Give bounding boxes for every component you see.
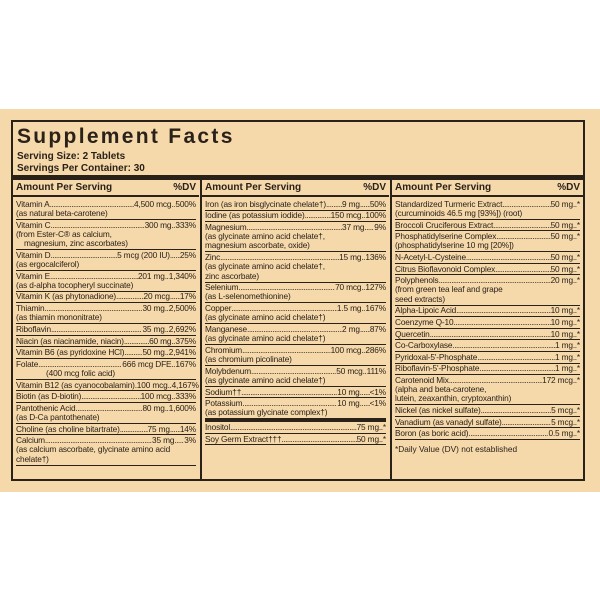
nutrient-line	[395, 253, 580, 262]
nutrient-row	[16, 347, 196, 359]
nutrient-dv: 100%	[365, 210, 386, 221]
nutrient-amount: 201 mg	[137, 270, 165, 281]
nutrient-row	[205, 199, 386, 211]
nutrient-row	[205, 283, 386, 304]
nutrient-amount: 666 mcg DFE	[122, 358, 172, 369]
dv-header: %DV	[557, 182, 580, 193]
dot-leader	[493, 221, 550, 230]
nutrient-name: Boron (as boric acid)	[395, 428, 469, 439]
panel-title: Supplement Facts	[17, 125, 235, 148]
nutrient-source-note: (from green tea leaf and grape	[395, 284, 503, 295]
nutrient-source-note: (as potassium glycinate complex†)	[205, 407, 328, 418]
nutrient-dv: <1%	[369, 398, 386, 409]
nutrient-name: Riboflavin	[16, 323, 51, 334]
nutrient-row	[16, 359, 196, 380]
dot-leader	[481, 406, 552, 415]
nutrient-row	[205, 434, 386, 446]
nutrient-column-1	[13, 180, 199, 479]
nutrient-row	[16, 403, 196, 424]
nutrient-amount: 2 mg	[341, 323, 360, 334]
dot-leader	[116, 292, 144, 301]
nutrient-amount: 50 mg	[550, 252, 573, 263]
nutrient-amount: 20 mcg	[143, 291, 170, 302]
dot-leader	[51, 325, 143, 334]
nutrient-amount: 35 mg	[142, 323, 165, 334]
nutrient-row	[205, 303, 386, 324]
nutrient-column-3	[392, 180, 583, 479]
nutrient-dv: *	[576, 340, 580, 351]
nutrient-dv: 111%	[366, 365, 386, 376]
nutrient-name: Iron (as iron bisglycinate chelate†)	[205, 198, 326, 209]
nutrient-row	[395, 352, 580, 364]
nutrient-row	[395, 231, 580, 252]
dot-leader	[502, 418, 551, 427]
nutrient-column-2	[202, 180, 389, 479]
nutrient-row	[395, 405, 580, 417]
dv-footnote: *Daily Value (DV) not established	[395, 444, 518, 455]
nutrient-name: Alpha-Lipoic Acid	[395, 305, 457, 316]
nutrient-amount: 10 mg	[550, 328, 573, 339]
nutrient-dv: 1,600%	[168, 402, 196, 413]
nutrient-amount: 35 mg	[151, 435, 175, 446]
nutrient-source-note: (from Ester-C® as calcium,	[16, 228, 112, 239]
amount-per-serving-label: Amount Per Serving	[395, 182, 492, 193]
nutrient-name: Vitamin B12 (as cyanocobalamin)	[16, 379, 135, 390]
serving-size: Serving Size: 2 Tablets	[17, 151, 126, 162]
nutrient-row	[395, 317, 580, 329]
nutrient-name: Choline (as choline bitartrate)	[16, 423, 120, 434]
nutrient-source-note: (as glycinate amino acid chelate†,	[205, 261, 325, 272]
nutrient-dv: 2,941%	[168, 347, 196, 358]
nutrient-dv: 333%	[175, 219, 196, 230]
nutrient-dv: 500%	[175, 198, 196, 209]
nutrient-dv: 375%	[175, 335, 196, 346]
nutrient-row	[205, 345, 386, 366]
dot-leader	[326, 200, 342, 209]
nutrient-amount: 5 mcg	[551, 416, 573, 427]
nutrient-line	[395, 341, 580, 350]
nutrient-source-note: (curcuminoids 46.5 mg [93%]) (root)	[395, 207, 523, 218]
nutrient-line	[395, 318, 580, 327]
nutrient-name: Potassium	[205, 398, 243, 409]
nutrient-amount: 75 mg	[147, 423, 170, 434]
nutrient-source-note: (as chromium picolinate)	[205, 354, 292, 365]
nutrient-row	[395, 364, 580, 376]
nutrient-source-note: (as d-alpha tocopheryl succinate)	[16, 279, 134, 290]
nutrient-name: Polyphenols	[395, 275, 439, 286]
nutrient-dv: *	[382, 433, 386, 444]
nutrient-row	[16, 391, 196, 403]
nutrient-row	[16, 336, 196, 348]
nutrient-source-note: (as natural beta-carotene)	[16, 207, 108, 218]
nutrient-row	[205, 422, 386, 434]
nutrient-row	[205, 324, 386, 345]
nutrient-name: Sodium††	[205, 386, 242, 397]
nutrient-name: Vanadium (as vanadyl sulfate)	[395, 416, 502, 427]
nutrient-source-note: (as glycinate amino acid chelate†,	[205, 231, 325, 242]
nutrient-name: Niacin (as niacinamide, niacin)	[16, 335, 124, 346]
nutrient-source-note: (as calcium ascorbate, glycinate amino acid	[16, 444, 171, 455]
nutrient-row	[205, 211, 386, 223]
nutrient-amount: 50 mg	[142, 347, 165, 358]
nutrient-name: Zinc	[205, 252, 221, 263]
nutrient-dv: *	[576, 404, 580, 415]
dot-leader	[477, 353, 555, 362]
amount-per-serving-label: Amount Per Serving	[16, 182, 113, 193]
nutrient-row	[16, 199, 196, 220]
nutrient-name: Nickel (as nickel sulfate)	[395, 404, 481, 415]
nutrient-source-note: seed extracts)	[395, 293, 446, 304]
nutrient-line	[395, 265, 580, 274]
nutrient-dv: *	[576, 374, 580, 385]
nutrient-dv: 167%	[365, 303, 386, 314]
dot-leader	[360, 399, 370, 408]
dv-header: %DV	[173, 182, 196, 193]
nutrient-dv: 4,167%	[171, 379, 199, 390]
nutrient-name: Vitamin K (as phytonadione)	[16, 291, 117, 302]
nutrient-line	[395, 364, 580, 373]
nutrient-name: Coenzyme Q-10	[395, 316, 454, 327]
nutrient-source-note: (as D-Ca pantothenate)	[16, 412, 100, 422]
nutrient-dv: *	[576, 219, 580, 230]
nutrient-name: Biotin (as D-biotin)	[16, 391, 82, 402]
nutrient-source-note: (as glycinate amino acid chelate†)	[205, 374, 326, 385]
dot-leader	[241, 388, 337, 397]
dot-leader	[360, 200, 370, 209]
nutrient-amount: 1 mg	[555, 340, 573, 351]
nutrient-line	[205, 423, 386, 432]
nutrient-amount: 10 mg	[550, 316, 573, 327]
nutrient-dv: 87%	[369, 323, 386, 334]
dot-leader	[120, 425, 148, 434]
nutrient-dv: 136%	[365, 252, 386, 263]
nutrient-dv: *	[576, 316, 580, 327]
nutrient-amount: 300 mg	[144, 219, 172, 230]
nutrient-row	[16, 250, 196, 271]
nutrient-amount: 50 mg	[550, 198, 573, 209]
nutrient-line	[16, 379, 199, 390]
nutrient-row	[205, 387, 386, 399]
nutrient-row	[16, 220, 196, 250]
nutrient-source-note: (as ergocalciferol)	[16, 259, 80, 270]
nutrient-row	[395, 264, 580, 276]
nutrient-row	[395, 375, 580, 405]
nutrient-source-note: magnesium, zinc ascorbates)	[24, 238, 128, 249]
nutrient-row	[205, 398, 386, 422]
nutrient-row	[205, 222, 386, 252]
nutrient-amount: 50 mcg	[336, 365, 363, 376]
nutrient-amount: 150 mcg	[330, 210, 362, 221]
nutrient-dv: *	[576, 263, 580, 274]
nutrient-dv: 1,340%	[168, 270, 196, 281]
nutrient-name: Selenium	[205, 282, 239, 293]
servings-per-container: Servings Per Container: 30	[17, 163, 145, 174]
nutrient-amount: 75 mg	[356, 422, 379, 433]
nutrient-name: Inositol	[205, 422, 231, 433]
nutrient-dv: 50%	[369, 198, 386, 209]
nutrient-row	[16, 271, 196, 292]
nutrient-dv: *	[576, 275, 580, 286]
nutrient-line	[16, 392, 196, 401]
nutrient-name: Standardized Turmeric Extract	[395, 198, 503, 209]
nutrient-dv: 25%	[179, 249, 196, 260]
nutrient-amount: 172 mcg	[542, 374, 573, 385]
nutrient-row	[16, 435, 196, 465]
dot-leader	[230, 423, 357, 432]
dot-leader	[360, 325, 370, 334]
nutrient-dv: *	[576, 363, 580, 374]
nutrient-dv: 17%	[179, 291, 196, 302]
nutrient-row	[395, 220, 580, 232]
nutrient-amount: 50 mg	[356, 433, 379, 444]
nutrient-name: Vitamin B6 (as pyridoxine HCl)	[16, 347, 125, 358]
nutrient-amount: 0.5 mg	[548, 428, 573, 439]
nutrient-name: Co-Carboxylase	[395, 340, 453, 351]
nutrient-row	[395, 428, 580, 440]
dot-leader	[170, 251, 180, 260]
nutrient-dv: *	[576, 428, 580, 439]
nutrient-name: Pantothenic Acid	[16, 402, 76, 413]
nutrient-dv: *	[576, 328, 580, 339]
nutrient-line	[395, 406, 580, 415]
nutrient-line	[395, 330, 580, 339]
dot-leader	[170, 292, 180, 301]
nutrient-line	[205, 211, 386, 220]
dot-leader	[468, 429, 548, 438]
nutrient-amount: 80 mg	[142, 402, 165, 413]
nutrient-amount: 60 mg	[149, 335, 172, 346]
nutrient-row	[395, 275, 580, 305]
nutrient-dv: *	[576, 252, 580, 263]
dot-leader	[174, 436, 184, 445]
nutrient-name: Riboflavin-5'-Phosphate	[395, 363, 480, 374]
nutrient-name: N-Acetyl-L-Cysteine	[395, 252, 466, 263]
nutrient-line	[395, 429, 580, 438]
nutrient-amount: 10 mg	[550, 305, 573, 316]
nutrient-row	[16, 379, 199, 392]
nutrient-row	[205, 252, 386, 282]
nutrient-dv: 3%	[184, 435, 196, 446]
dot-leader	[124, 337, 149, 346]
nutrient-row	[395, 306, 580, 318]
nutrient-amount: 1 mg	[555, 351, 573, 362]
nutrient-amount: 37 mg	[341, 221, 365, 232]
nutrient-amount: 30 mg	[142, 303, 165, 314]
nutrient-dv: 127%	[365, 282, 386, 293]
nutrient-row	[395, 417, 580, 429]
column-header	[392, 180, 583, 197]
column-header	[202, 180, 389, 197]
nutrient-line	[16, 325, 196, 334]
nutrient-row	[16, 303, 196, 324]
nutrient-name: Vitamin D	[16, 249, 51, 260]
nutrient-row	[16, 292, 196, 304]
nutrient-line	[16, 337, 196, 346]
nutrient-source-note: magnesium ascorbate, oxide)	[205, 240, 310, 251]
nutrient-row	[16, 424, 196, 436]
nutrient-source-note: lutein, zeaxanthin, cryptoxanthin)	[395, 393, 512, 404]
dot-leader	[456, 306, 550, 315]
nutrient-source-note: (alpha and beta-carotene,	[395, 384, 487, 395]
nutrient-dv: *	[576, 198, 580, 209]
amount-per-serving-label: Amount Per Serving	[205, 182, 302, 193]
nutrient-name: Citrus Bioflavonoid Complex	[395, 263, 496, 274]
nutrient-amount: 50 mg	[550, 231, 573, 242]
dot-leader	[81, 392, 140, 401]
nutrient-amount: 9 mg	[341, 198, 360, 209]
nutrient-name: Folate	[16, 358, 39, 369]
nutrient-name: Calcium	[16, 435, 45, 446]
nutrient-amount: 4,500 mcg	[133, 198, 172, 209]
nutrient-dv: *	[576, 351, 580, 362]
nutrient-amount: 5 mcg	[551, 404, 573, 415]
nutrient-name: Magnesium	[205, 221, 247, 232]
nutrient-name: Molybdenum	[205, 365, 252, 376]
nutrient-name: Soy Germ Extract†††	[205, 433, 282, 444]
nutrient-source-note: (400 mcg folic acid)	[46, 367, 115, 378]
dot-leader	[364, 223, 374, 232]
nutrient-dv: <1%	[369, 386, 386, 397]
nutrient-name: Vitamin E	[16, 270, 51, 281]
nutrient-dv: 2,692%	[168, 323, 196, 334]
nutrient-amount: 20 mg	[550, 275, 573, 286]
dv-header: %DV	[363, 182, 386, 193]
nutrient-name: Vitamin C	[16, 219, 51, 230]
nutrient-amount: 100 mcg	[330, 344, 362, 355]
nutrient-row	[205, 366, 386, 387]
dot-leader	[495, 265, 550, 274]
nutrient-line	[205, 388, 386, 397]
nutrient-row	[16, 324, 196, 336]
dot-leader	[452, 341, 555, 350]
nutrient-source-note: (as glycinate amino acid chelate†)	[205, 333, 326, 344]
nutrient-amount: 10 mg	[337, 398, 360, 409]
dot-leader	[170, 425, 180, 434]
nutrient-name: Broccoli Cruciferous Extract	[395, 219, 494, 230]
dot-leader	[305, 211, 331, 220]
nutrient-line	[205, 435, 386, 444]
nutrient-name: Chromium	[205, 344, 243, 355]
nutrient-dv: *	[576, 305, 580, 316]
nutrient-line	[205, 200, 386, 209]
nutrient-name: Quercetin	[395, 328, 430, 339]
nutrient-row	[395, 252, 580, 264]
nutrient-name: Vitamin A	[16, 198, 50, 209]
nutrient-dv: *	[576, 416, 580, 427]
nutrient-name: Manganese	[205, 323, 248, 334]
nutrient-name: Pyridoxal-5'-Phosphate	[395, 351, 478, 362]
nutrient-dv: 333%	[175, 391, 196, 402]
nutrient-line	[16, 425, 196, 434]
nutrient-row	[395, 340, 580, 352]
nutrient-source-note: (as L-selenomethionine)	[205, 291, 291, 302]
nutrient-name: Thiamin	[16, 303, 45, 314]
nutrient-dv: 14%	[179, 423, 196, 434]
nutrient-name: Iodine (as potassium iodide)	[205, 210, 305, 221]
nutrient-amount: 1.5 mg	[336, 303, 362, 314]
nutrient-dv: 167%	[175, 358, 196, 369]
nutrient-line	[16, 292, 196, 301]
nutrient-amount: 15 mg	[339, 252, 362, 263]
nutrient-amount: 100 mcg	[136, 379, 168, 390]
nutrient-amount: 70 mcg	[335, 282, 362, 293]
nutrient-dv: *	[382, 422, 386, 433]
nutrient-row	[395, 199, 580, 220]
nutrient-amount: 100 mcg	[140, 391, 172, 402]
dot-leader	[360, 388, 370, 397]
nutrient-name: Carotenoid Mix	[395, 374, 449, 385]
nutrient-dv: 9%	[374, 221, 386, 232]
nutrient-dv: 286%	[365, 344, 386, 355]
nutrient-line	[395, 353, 580, 362]
nutrient-dv: 2,500%	[168, 303, 196, 314]
nutrient-dv: *	[576, 231, 580, 242]
nutrient-amount: 10 mg	[337, 386, 360, 397]
nutrient-source-note: (as thiamin mononitrate)	[16, 312, 102, 323]
nutrient-source-note: zinc ascorbate)	[205, 270, 260, 281]
dot-leader	[466, 253, 551, 262]
nutrient-source-note: chelate†)	[16, 453, 49, 464]
nutrient-name: Phosphatidylserine Complex	[395, 231, 497, 242]
nutrient-amount: 50 mg	[550, 263, 573, 274]
dot-leader	[430, 330, 551, 339]
nutrient-line	[395, 418, 580, 427]
nutrient-line	[395, 306, 580, 315]
nutrient-line	[16, 348, 196, 357]
nutrient-amount: 5 mcg (200 IU)	[117, 249, 170, 260]
dot-leader	[479, 364, 555, 373]
nutrient-name: Copper	[205, 303, 232, 314]
nutrient-amount: 50 mg	[550, 219, 573, 230]
dot-leader	[124, 348, 142, 357]
dot-leader	[453, 318, 550, 327]
nutrient-source-note: (as glycinate amino acid chelate†)	[205, 312, 326, 323]
nutrient-row	[395, 329, 580, 341]
nutrient-source-note: (phosphatidylserine 10 mg [20%])	[395, 240, 514, 251]
nutrient-line	[395, 221, 580, 230]
dot-leader	[281, 435, 356, 444]
nutrient-amount: 1 mg	[555, 363, 573, 374]
column-header	[13, 180, 199, 197]
